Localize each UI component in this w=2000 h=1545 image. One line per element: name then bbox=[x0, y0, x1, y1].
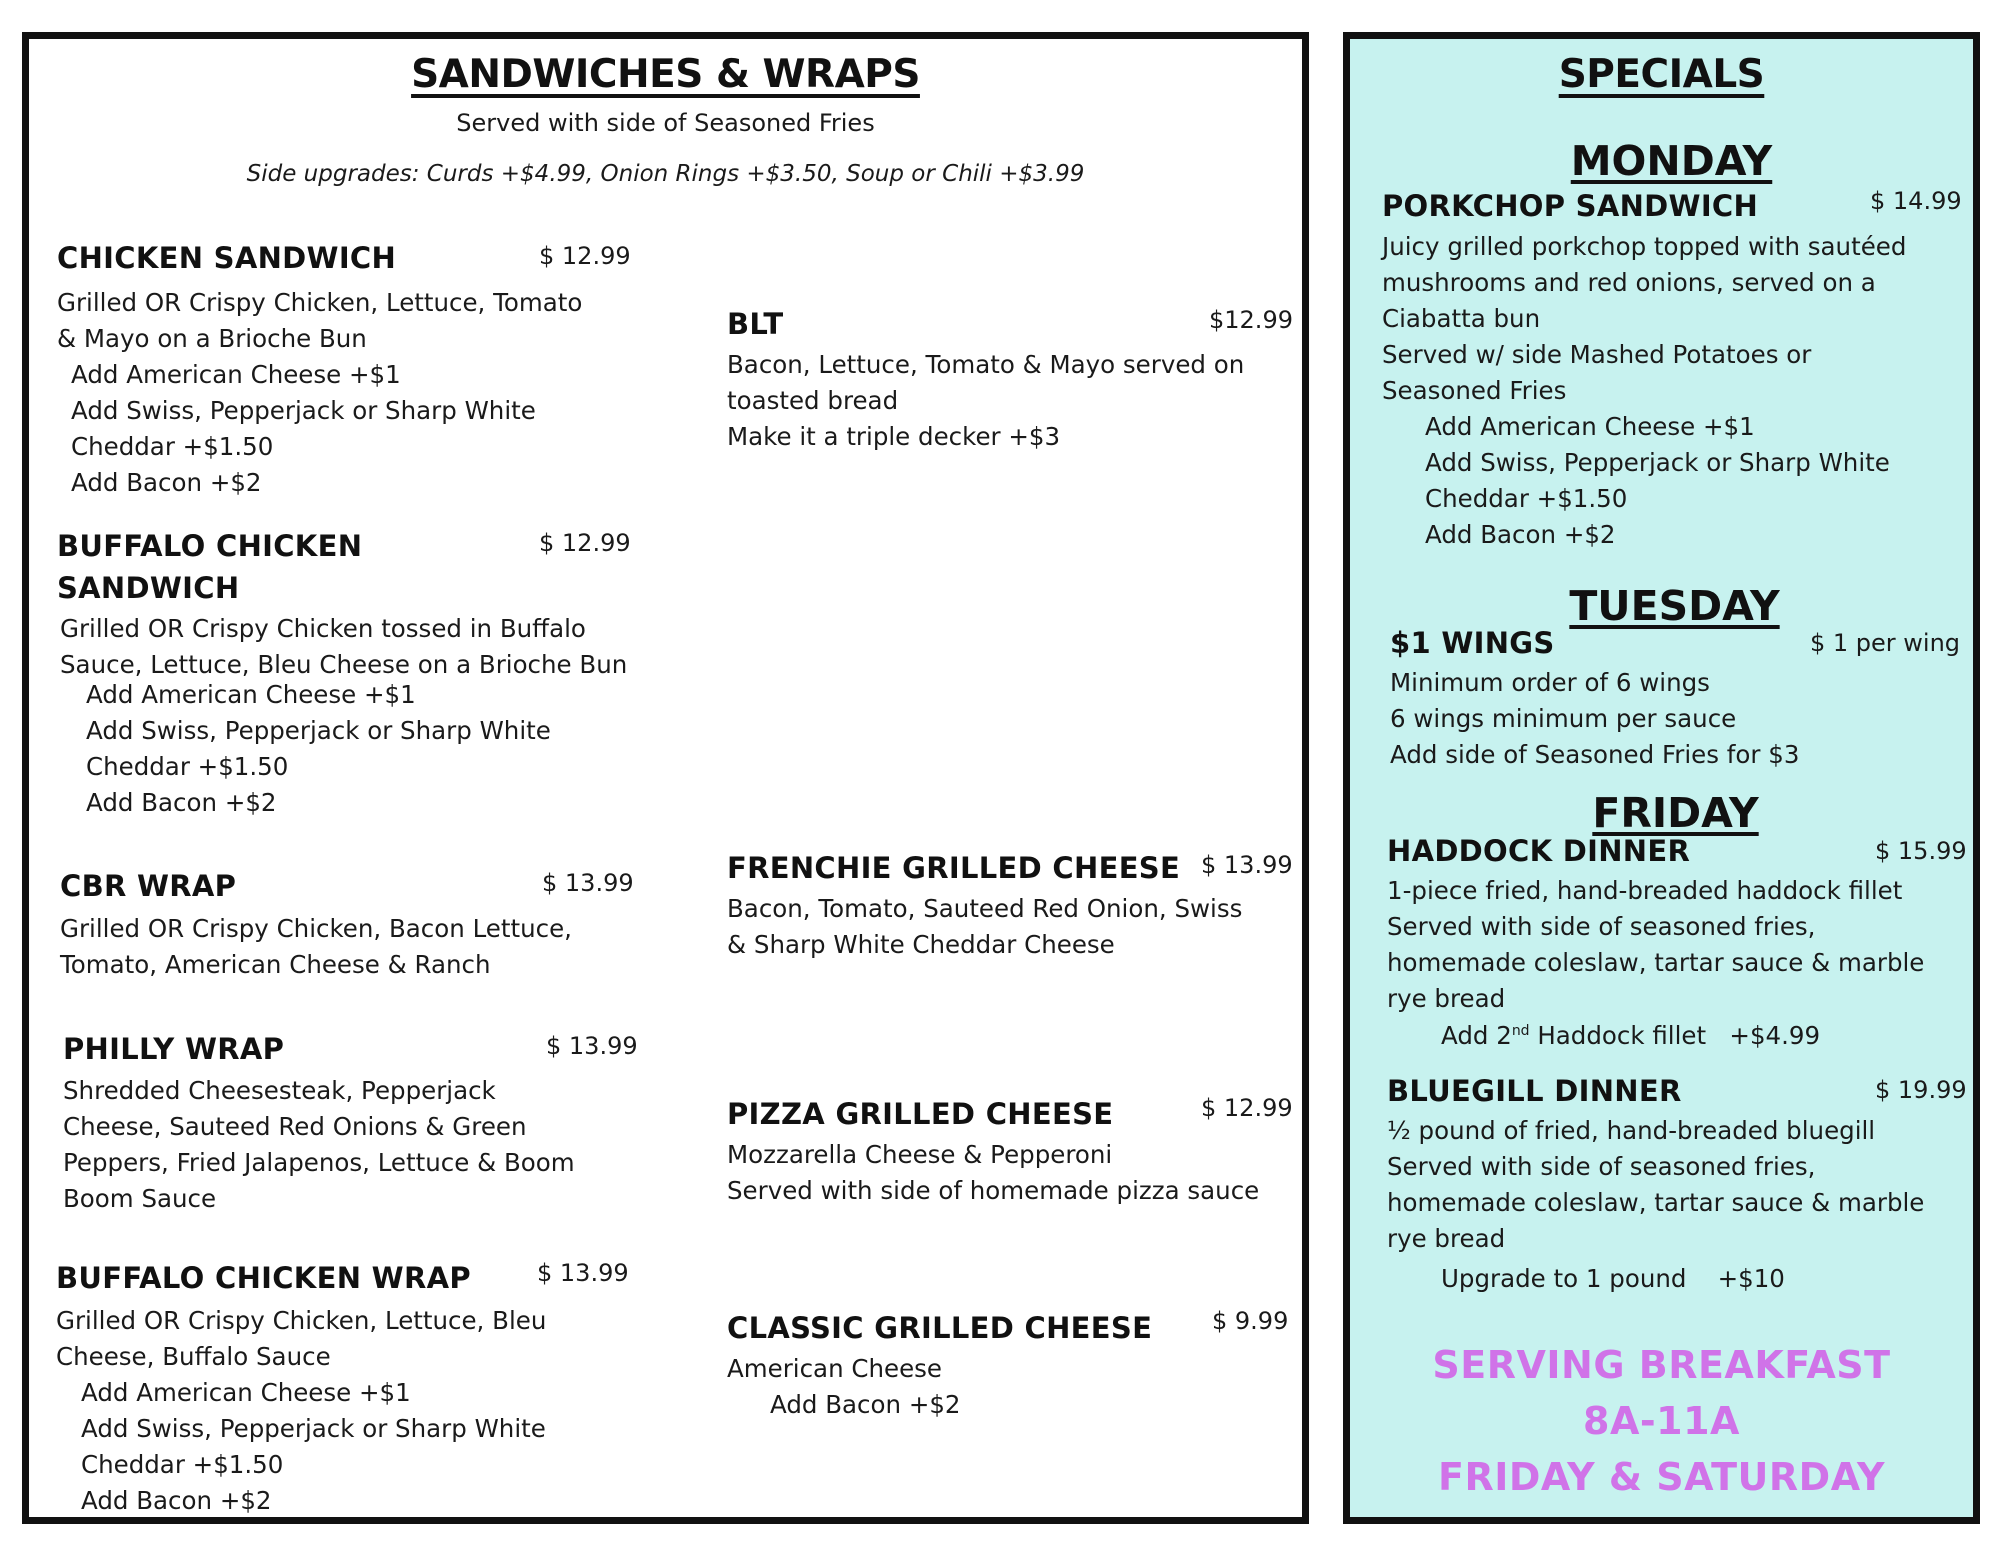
desc-line: Grilled OR Crispy Chicken tossed in Buffalo bbox=[60, 614, 586, 643]
item-name-haddock-dinner: HADDOCK DINNER bbox=[1387, 834, 1691, 868]
item-name-pizza-grilled-cheese: PIZZA GRILLED CHEESE bbox=[727, 1097, 1114, 1131]
breakfast-hours: 8A-11A bbox=[1583, 1399, 1740, 1443]
item-price-porkchop-sandwich: $ 14.99 bbox=[1870, 187, 1962, 215]
desc-line: Peppers, Fried Jalapenos, Lettuce & Boom bbox=[63, 1148, 575, 1177]
desc-line: rye bread bbox=[1387, 984, 1506, 1013]
item-desc-classic-grilled-cheese bbox=[727, 1351, 961, 1423]
desc-line: Mozzarella Cheese & Pepperoni bbox=[727, 1140, 1113, 1169]
item-name-buffalo-chicken-sandwich-line2: SANDWICH bbox=[57, 571, 240, 605]
addon-line: Cheddar +$1.50 bbox=[86, 752, 289, 781]
desc-line: Juicy grilled porkchop topped with sautéed bbox=[1382, 232, 1907, 261]
desc-line: ½ pound of fried, hand-breaded bluegill bbox=[1387, 1116, 1876, 1145]
addon-list bbox=[1382, 409, 1906, 553]
item-price-haddock-dinner: $ 15.99 bbox=[1875, 837, 1967, 865]
item-desc-cbr-wrap bbox=[60, 911, 572, 983]
breakfast-line-1: SERVING BREAKFAST bbox=[1432, 1343, 1891, 1387]
addon-line: Cheddar +$1.50 bbox=[81, 1450, 284, 1479]
addon-line: Add Swiss, Pepperjack or Sharp White bbox=[81, 1414, 546, 1443]
addon-line: Add Bacon +$2 bbox=[81, 1486, 272, 1515]
desc-line: mushrooms and red onions, served on a bbox=[1382, 268, 1876, 297]
item-name-wings: $1 WINGS bbox=[1390, 626, 1555, 660]
desc-line: Ciabatta bun bbox=[1382, 304, 1541, 333]
desc-line: Minimum order of 6 wings bbox=[1390, 668, 1710, 697]
desc-line: Sauce, Lettuce, Bleu Cheese on a Brioche Bun bbox=[60, 650, 628, 679]
sandwiches-title: SANDWICHES & WRAPS bbox=[411, 52, 920, 97]
desc-line: & Mayo on a Brioche Bun bbox=[57, 324, 367, 353]
item-name-blt: BLT bbox=[727, 307, 784, 341]
desc-line: Seasoned Fries bbox=[1382, 376, 1567, 405]
addon-line: Add American Cheese +$1 bbox=[81, 1378, 411, 1407]
addon-line: Add Bacon +$2 bbox=[1425, 520, 1616, 549]
specials-title: SPECIALS bbox=[1558, 52, 1765, 97]
addon-line: Upgrade to 1 pound +$10 bbox=[1441, 1264, 1785, 1293]
desc-line: Tomato, American Cheese & Ranch bbox=[60, 950, 491, 979]
addon-line: Add Swiss, Pepperjack or Sharp White bbox=[71, 396, 536, 425]
desc-line: rye bread bbox=[1387, 1224, 1506, 1253]
desc-line: homemade coleslaw, tartar sauce & marble bbox=[1387, 1188, 1925, 1217]
item-name-classic-grilled-cheese: CLASSIC GRILLED CHEESE bbox=[727, 1311, 1153, 1345]
desc-line: Served with side of seasoned fries, bbox=[1387, 912, 1816, 941]
item-price-philly-wrap: $ 13.99 bbox=[546, 1032, 638, 1060]
item-price-buffalo-chicken-wrap: $ 13.99 bbox=[537, 1259, 629, 1287]
item-price-buffalo-chicken-sandwich: $ 12.99 bbox=[539, 529, 631, 557]
item-desc-haddock-dinner bbox=[1387, 873, 1924, 1054]
addon-line: Add Bacon +$2 bbox=[86, 788, 277, 817]
desc-line: Bacon, Lettuce, Tomato & Mayo served on bbox=[727, 350, 1245, 379]
addon-line: Add American Cheese +$1 bbox=[1425, 412, 1755, 441]
item-price-blt: $12.99 bbox=[1209, 306, 1293, 334]
desc-line: Add side of Seasoned Fries for $3 bbox=[1390, 740, 1800, 769]
side-upgrades: Side upgrades: Curds +$4.99, Onion Rings +$3.50, Soup or Chili +$3.99 bbox=[246, 161, 1085, 187]
addon-list bbox=[56, 1375, 546, 1519]
day-monday: MONDAY bbox=[1570, 137, 1773, 185]
addon-line: Cheddar +$1.50 bbox=[1425, 484, 1628, 513]
desc-line: Shredded Cheesesteak, Pepperjack bbox=[63, 1076, 496, 1105]
sandwiches-subtitle: Served with side of Seasoned Fries bbox=[456, 109, 875, 137]
addon-list bbox=[60, 677, 627, 821]
desc-line: Served with side of homemade pizza sauce bbox=[727, 1176, 1260, 1205]
day-tuesday: TUESDAY bbox=[1569, 582, 1780, 630]
item-desc-frenchie-grilled-cheese bbox=[727, 891, 1242, 963]
item-desc-porkchop-sandwich bbox=[1382, 229, 1906, 553]
item-name-bluegill-dinner: BLUEGILL DINNER bbox=[1387, 1074, 1682, 1108]
addon-line: Add Swiss, Pepperjack or Sharp White bbox=[86, 716, 551, 745]
item-desc-pizza-grilled-cheese bbox=[727, 1137, 1259, 1209]
item-price-chicken-sandwich: $ 12.99 bbox=[539, 242, 631, 270]
addon-list bbox=[57, 357, 582, 501]
addon-line: Add Bacon +$2 bbox=[71, 468, 262, 497]
addon-line: Add Swiss, Pepperjack or Sharp White bbox=[1425, 448, 1890, 477]
item-desc-philly-wrap bbox=[63, 1073, 575, 1217]
item-name-philly-wrap: PHILLY WRAP bbox=[63, 1032, 285, 1066]
item-name-chicken-sandwich: CHICKEN SANDWICH bbox=[57, 241, 397, 275]
item-desc-chicken-sandwich bbox=[57, 285, 582, 501]
item-desc-blt bbox=[727, 347, 1244, 455]
addon-text: Add 2 bbox=[1441, 1021, 1512, 1051]
specials-panel bbox=[1343, 32, 1980, 1524]
item-name-buffalo-chicken-sandwich: BUFFALO CHICKEN bbox=[57, 529, 363, 563]
desc-line: Cheese, Buffalo Sauce bbox=[56, 1342, 331, 1371]
desc-line: & Sharp White Cheddar Cheese bbox=[727, 930, 1115, 959]
addon-line: Cheddar +$1.50 bbox=[71, 432, 274, 461]
addon-line: Add American Cheese +$1 bbox=[71, 360, 401, 389]
desc-line: 1-piece fried, hand-breaded haddock fillet bbox=[1387, 876, 1903, 905]
item-name-buffalo-chicken-wrap: BUFFALO CHICKEN WRAP bbox=[56, 1261, 471, 1295]
addon-text: Haddock fillet +$4.99 bbox=[1529, 1021, 1821, 1051]
desc-line: Bacon, Tomato, Sauteed Red Onion, Swiss bbox=[727, 894, 1243, 923]
item-price-pizza-grilled-cheese: $ 12.99 bbox=[1201, 1094, 1293, 1122]
addon-line bbox=[1387, 1013, 1924, 1054]
item-name-porkchop-sandwich: PORKCHOP SANDWICH bbox=[1382, 189, 1759, 223]
item-desc-wings bbox=[1390, 665, 1799, 773]
desc-line: toasted bread bbox=[727, 386, 899, 415]
addon-line: Add Bacon +$2 bbox=[770, 1390, 961, 1419]
item-price-wings: $ 1 per wing bbox=[1810, 629, 1961, 657]
desc-line: Make it a triple decker +$3 bbox=[727, 422, 1061, 451]
desc-line: Grilled OR Crispy Chicken, Bacon Lettuce, bbox=[60, 914, 572, 943]
item-price-frenchie-grilled-cheese: $ 13.99 bbox=[1201, 851, 1293, 879]
item-name-frenchie-grilled-cheese: FRENCHIE GRILLED CHEESE bbox=[727, 851, 1181, 885]
item-price-classic-grilled-cheese: $ 9.99 bbox=[1212, 1307, 1289, 1335]
desc-line: Grilled OR Crispy Chicken, Lettuce, Tomato bbox=[57, 288, 583, 317]
item-desc-buffalo-chicken-sandwich bbox=[60, 611, 627, 821]
item-desc-bluegill-dinner bbox=[1387, 1113, 1924, 1297]
desc-line: Boom Sauce bbox=[63, 1184, 217, 1213]
sandwiches-panel bbox=[22, 32, 1309, 1524]
desc-line: 6 wings minimum per sauce bbox=[1390, 704, 1737, 733]
desc-line: Grilled OR Crispy Chicken, Lettuce, Bleu bbox=[56, 1306, 547, 1335]
item-desc-buffalo-chicken-wrap bbox=[56, 1303, 546, 1519]
desc-line: homemade coleslaw, tartar sauce & marble bbox=[1387, 948, 1925, 977]
breakfast-days: FRIDAY & SATURDAY bbox=[1438, 1455, 1885, 1499]
desc-line: Served w/ side Mashed Potatoes or bbox=[1382, 340, 1812, 369]
addon-line: Add American Cheese +$1 bbox=[86, 680, 416, 709]
day-friday: FRIDAY bbox=[1592, 789, 1759, 837]
desc-line: American Cheese bbox=[727, 1354, 942, 1383]
desc-line: Cheese, Sauteed Red Onions & Green bbox=[63, 1112, 527, 1141]
item-price-bluegill-dinner: $ 19.99 bbox=[1875, 1076, 1967, 1104]
item-price-cbr-wrap: $ 13.99 bbox=[542, 869, 634, 897]
item-name-cbr-wrap: CBR WRAP bbox=[60, 869, 237, 903]
addon-superscript: nd bbox=[1511, 1023, 1530, 1039]
desc-line: Served with side of seasoned fries, bbox=[1387, 1152, 1816, 1181]
